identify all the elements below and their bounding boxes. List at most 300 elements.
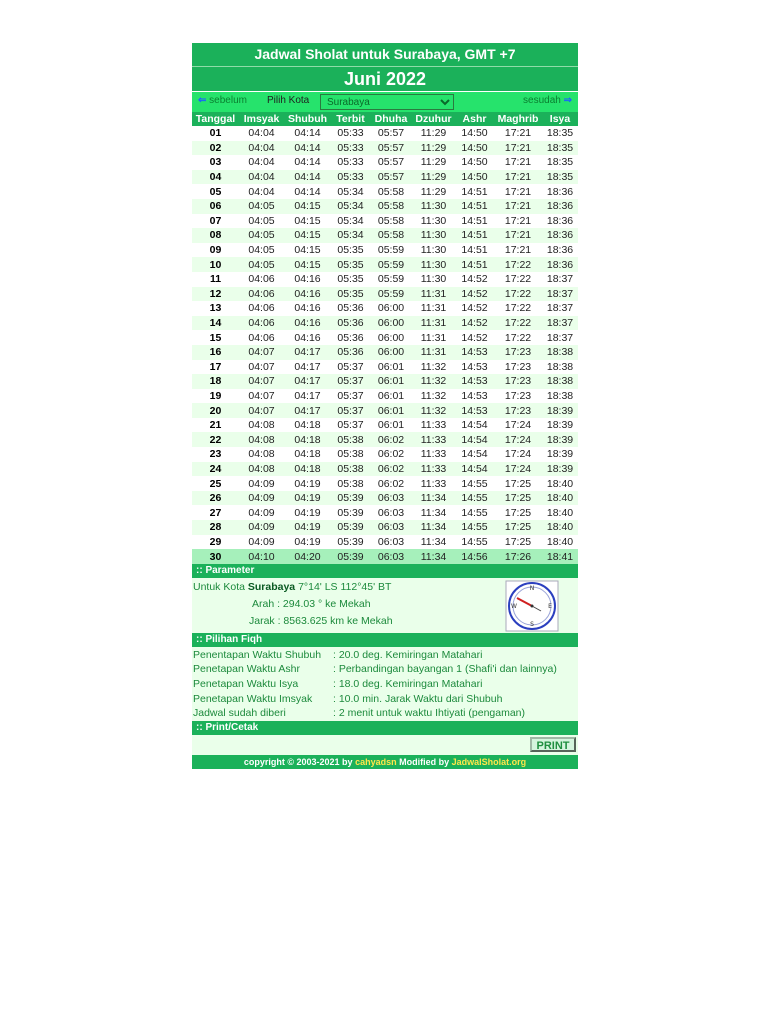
time-cell: 04:14 — [284, 184, 331, 199]
month-title: Juni 2022 — [192, 67, 578, 92]
time-cell: 18:36 — [542, 257, 578, 272]
time-cell: 17:21 — [494, 184, 542, 199]
time-cell: 14:53 — [455, 389, 494, 404]
time-cell: 17:22 — [494, 301, 542, 316]
time-cell: 11:34 — [412, 491, 455, 506]
column-header: Tanggal — [192, 112, 239, 126]
print-button[interactable]: PRINT — [530, 737, 576, 752]
time-cell: 14:53 — [455, 374, 494, 389]
time-cell: 05:37 — [331, 403, 370, 418]
city-label: Pilih Kota — [267, 95, 310, 106]
time-cell: 05:59 — [370, 243, 412, 258]
time-cell: 17:25 — [494, 505, 542, 520]
date-cell: 27 — [192, 505, 239, 520]
time-cell: 14:51 — [455, 243, 494, 258]
time-cell: 04:04 — [239, 184, 284, 199]
table-row — [192, 228, 578, 243]
parameter-section — [192, 578, 578, 633]
prev-month-link[interactable] — [198, 95, 247, 106]
time-cell: 17:21 — [494, 170, 542, 185]
fiqh-section — [192, 647, 578, 721]
time-cell: 18:37 — [542, 316, 578, 331]
table-row — [192, 462, 578, 477]
time-cell: 14:51 — [455, 214, 494, 229]
time-cell: 06:02 — [370, 432, 412, 447]
time-cell: 17:21 — [494, 155, 542, 170]
time-cell: 04:14 — [284, 141, 331, 156]
time-cell: 18:38 — [542, 360, 578, 375]
time-cell: 04:15 — [284, 228, 331, 243]
time-cell: 05:33 — [331, 155, 370, 170]
column-header: Terbit — [331, 112, 370, 126]
time-cell: 17:21 — [494, 243, 542, 258]
column-header: Ashr — [455, 112, 494, 126]
table-row — [192, 272, 578, 287]
fiqh-row — [192, 692, 578, 707]
time-cell: 05:36 — [331, 345, 370, 360]
fiqh-value: : Perbandingan bayangan 1 (Shafi'i dan lainnya) — [333, 663, 557, 676]
table-row — [192, 549, 578, 564]
date-cell: 21 — [192, 418, 239, 433]
time-cell: 05:37 — [331, 374, 370, 389]
time-cell: 04:06 — [239, 287, 284, 302]
date-cell: 05 — [192, 184, 239, 199]
time-cell: 05:34 — [331, 214, 370, 229]
time-cell: 05:35 — [331, 243, 370, 258]
time-cell: 11:34 — [412, 549, 455, 564]
time-cell: 18:36 — [542, 228, 578, 243]
fiqh-value: : 10.0 min. Jarak Waktu dari Shubuh — [333, 692, 503, 705]
time-cell: 17:26 — [494, 549, 542, 564]
date-cell: 03 — [192, 155, 239, 170]
table-row — [192, 184, 578, 199]
footer — [192, 755, 578, 769]
fiqh-value: : 2 menit untuk waktu Ihtiyati (pengaman) — [333, 707, 526, 720]
time-cell: 05:35 — [331, 287, 370, 302]
time-cell: 14:50 — [455, 170, 494, 185]
time-cell: 04:17 — [284, 374, 331, 389]
time-cell: 05:38 — [331, 432, 370, 447]
time-cell: 04:19 — [284, 535, 331, 550]
time-cell: 05:39 — [331, 549, 370, 564]
time-cell: 18:41 — [542, 549, 578, 564]
table-row — [192, 141, 578, 156]
city-coords: 7°14' LS 112°45' BT — [298, 580, 392, 593]
time-cell: 06:03 — [370, 535, 412, 550]
modified-text: Modified by — [399, 756, 450, 767]
time-cell: 05:59 — [370, 287, 412, 302]
table-row — [192, 432, 578, 447]
time-cell: 11:29 — [412, 184, 455, 199]
table-row — [192, 126, 578, 141]
time-cell: 17:21 — [494, 214, 542, 229]
time-cell: 05:39 — [331, 535, 370, 550]
time-cell: 14:53 — [455, 345, 494, 360]
time-cell: 05:35 — [331, 272, 370, 287]
fiqh-row — [192, 662, 578, 677]
table-row — [192, 170, 578, 185]
time-cell: 11:32 — [412, 374, 455, 389]
date-cell: 18 — [192, 374, 239, 389]
time-cell: 14:52 — [455, 330, 494, 345]
date-cell: 07 — [192, 214, 239, 229]
fiqh-row — [192, 706, 578, 721]
time-cell: 11:34 — [412, 520, 455, 535]
time-cell: 14:55 — [455, 535, 494, 550]
time-cell: 04:05 — [239, 243, 284, 258]
time-cell: 05:37 — [331, 418, 370, 433]
time-cell: 11:34 — [412, 505, 455, 520]
time-cell: 17:23 — [494, 345, 542, 360]
time-cell: 11:32 — [412, 360, 455, 375]
time-cell: 17:23 — [494, 403, 542, 418]
time-cell: 11:29 — [412, 155, 455, 170]
page-title: Jadwal Sholat untuk Surabaya, GMT +7 — [192, 43, 578, 67]
time-cell: 05:38 — [331, 476, 370, 491]
time-cell: 17:22 — [494, 287, 542, 302]
time-cell: 17:22 — [494, 272, 542, 287]
time-cell: 06:03 — [370, 505, 412, 520]
time-cell: 04:05 — [239, 214, 284, 229]
time-cell: 06:03 — [370, 491, 412, 506]
time-cell: 11:32 — [412, 389, 455, 404]
time-cell: 11:30 — [412, 243, 455, 258]
time-cell: 18:36 — [542, 243, 578, 258]
time-cell: 04:14 — [284, 170, 331, 185]
time-cell: 05:34 — [331, 199, 370, 214]
time-cell: 04:15 — [284, 257, 331, 272]
time-cell: 05:37 — [331, 389, 370, 404]
column-header: Dzuhur — [412, 112, 455, 126]
time-cell: 11:30 — [412, 228, 455, 243]
fiqh-key: Penetapan Waktu Isya — [193, 678, 299, 690]
time-cell: 05:59 — [370, 257, 412, 272]
time-cell: 05:58 — [370, 214, 412, 229]
time-cell: 18:40 — [542, 476, 578, 491]
time-cell: 04:18 — [284, 418, 331, 433]
time-cell: 04:19 — [284, 491, 331, 506]
time-cell: 04:19 — [284, 505, 331, 520]
column-header: Isya — [542, 112, 578, 126]
table-row — [192, 316, 578, 331]
time-cell: 17:22 — [494, 316, 542, 331]
date-cell: 28 — [192, 520, 239, 535]
site-link[interactable]: JadwalSholat.org — [451, 756, 527, 767]
time-cell: 17:24 — [494, 418, 542, 433]
qibla-direction: Arah : 294.03 ° ke Mekah — [252, 597, 371, 610]
city-select[interactable] — [320, 94, 454, 110]
time-cell: 05:58 — [370, 184, 412, 199]
time-cell: 18:35 — [542, 155, 578, 170]
time-cell: 04:04 — [239, 170, 284, 185]
date-cell: 25 — [192, 476, 239, 491]
time-cell: 18:40 — [542, 520, 578, 535]
date-cell: 10 — [192, 257, 239, 272]
time-cell: 06:00 — [370, 301, 412, 316]
time-cell: 14:55 — [455, 520, 494, 535]
author-link[interactable]: cahyadsn — [355, 756, 397, 767]
time-cell: 18:39 — [542, 462, 578, 477]
time-cell: 04:06 — [239, 272, 284, 287]
time-cell: 04:07 — [239, 389, 284, 404]
time-cell: 04:06 — [239, 301, 284, 316]
time-cell: 18:36 — [542, 184, 578, 199]
time-cell: 04:16 — [284, 316, 331, 331]
date-cell: 17 — [192, 360, 239, 375]
time-cell: 04:17 — [284, 403, 331, 418]
fiqh-value: : 20.0 deg. Kemiringan Matahari — [333, 648, 483, 661]
fiqh-row — [192, 648, 578, 663]
table-row — [192, 243, 578, 258]
time-cell: 11:29 — [412, 170, 455, 185]
date-cell: 19 — [192, 389, 239, 404]
time-cell: 17:21 — [494, 228, 542, 243]
time-cell: 04:06 — [239, 330, 284, 345]
time-cell: 04:18 — [284, 447, 331, 462]
time-cell: 11:30 — [412, 214, 455, 229]
time-cell: 04:14 — [284, 126, 331, 141]
time-cell: 05:33 — [331, 170, 370, 185]
time-cell: 06:02 — [370, 462, 412, 477]
date-cell: 26 — [192, 491, 239, 506]
time-cell: 04:05 — [239, 228, 284, 243]
time-cell: 06:00 — [370, 316, 412, 331]
time-cell: 04:09 — [239, 491, 284, 506]
table-row — [192, 214, 578, 229]
time-cell: 17:24 — [494, 462, 542, 477]
time-cell: 17:21 — [494, 141, 542, 156]
time-cell: 04:04 — [239, 155, 284, 170]
time-cell: 18:39 — [542, 418, 578, 433]
time-cell: 14:55 — [455, 491, 494, 506]
time-cell: 14:51 — [455, 228, 494, 243]
table-row — [192, 491, 578, 506]
table-row — [192, 330, 578, 345]
time-cell: 18:37 — [542, 272, 578, 287]
parameter-heading: :: Parameter — [192, 564, 578, 578]
date-cell: 06 — [192, 199, 239, 214]
print-row — [192, 735, 578, 755]
time-cell: 05:39 — [331, 491, 370, 506]
date-cell: 29 — [192, 535, 239, 550]
time-cell: 17:21 — [494, 126, 542, 141]
date-cell: 22 — [192, 432, 239, 447]
time-cell: 14:51 — [455, 184, 494, 199]
fiqh-key: Penetapan Waktu Ashr — [193, 663, 301, 676]
fiqh-key: Jadwal sudah diberi — [193, 707, 286, 720]
time-cell: 05:36 — [331, 316, 370, 331]
time-cell: 04:08 — [239, 447, 284, 462]
time-cell: 05:59 — [370, 272, 412, 287]
time-cell: 05:38 — [331, 447, 370, 462]
time-cell: 06:01 — [370, 374, 412, 389]
column-header: Imsyak — [239, 112, 284, 126]
time-cell: 18:38 — [542, 374, 578, 389]
fiqh-row — [192, 677, 578, 692]
time-cell: 06:01 — [370, 389, 412, 404]
time-cell: 17:24 — [494, 432, 542, 447]
fiqh-key: Penetapan Waktu Imsyak — [193, 692, 313, 705]
time-cell: 06:02 — [370, 476, 412, 491]
time-cell: 05:33 — [331, 141, 370, 156]
time-cell: 04:08 — [239, 462, 284, 477]
time-cell: 14:54 — [455, 432, 494, 447]
time-cell: 17:21 — [494, 199, 542, 214]
time-cell: 04:09 — [239, 520, 284, 535]
time-cell: 04:19 — [284, 520, 331, 535]
time-cell: 05:57 — [370, 155, 412, 170]
time-cell: 11:32 — [412, 403, 455, 418]
table-row — [192, 199, 578, 214]
table-row — [192, 345, 578, 360]
qibla-compass-icon — [505, 580, 559, 632]
time-cell: 18:35 — [542, 141, 578, 156]
fiqh-heading: :: Pilihan Fiqh — [192, 633, 578, 647]
time-cell: 05:57 — [370, 170, 412, 185]
time-cell: 17:24 — [494, 447, 542, 462]
time-cell: 17:25 — [494, 491, 542, 506]
time-cell: 04:16 — [284, 330, 331, 345]
time-cell: 04:14 — [284, 155, 331, 170]
time-cell: 06:01 — [370, 418, 412, 433]
prev-label: sebelum — [209, 95, 247, 106]
date-cell: 23 — [192, 447, 239, 462]
time-cell: 05:58 — [370, 228, 412, 243]
date-cell: 01 — [192, 126, 239, 141]
time-cell: 04:09 — [239, 505, 284, 520]
table-row — [192, 505, 578, 520]
time-cell: 04:07 — [239, 403, 284, 418]
svg-text:S: S — [530, 620, 534, 628]
table-row — [192, 155, 578, 170]
time-cell: 04:17 — [284, 389, 331, 404]
time-cell: 11:31 — [412, 330, 455, 345]
table-row — [192, 418, 578, 433]
table-row — [192, 374, 578, 389]
time-cell: 11:29 — [412, 141, 455, 156]
time-cell: 14:53 — [455, 403, 494, 418]
schedule-table — [192, 112, 578, 564]
time-cell: 14:55 — [455, 476, 494, 491]
time-cell: 18:38 — [542, 345, 578, 360]
time-cell: 14:50 — [455, 126, 494, 141]
table-row — [192, 403, 578, 418]
time-cell: 04:04 — [239, 141, 284, 156]
time-cell: 04:07 — [239, 360, 284, 375]
date-cell: 12 — [192, 287, 239, 302]
table-row — [192, 301, 578, 316]
table-header-row — [192, 112, 578, 126]
time-cell: 18:37 — [542, 330, 578, 345]
time-cell: 18:36 — [542, 199, 578, 214]
time-cell: 04:07 — [239, 374, 284, 389]
time-cell: 14:55 — [455, 505, 494, 520]
svg-text:W: W — [511, 602, 517, 610]
time-cell: 04:10 — [239, 549, 284, 564]
date-cell: 09 — [192, 243, 239, 258]
next-month-link[interactable] — [523, 95, 572, 106]
time-cell: 18:40 — [542, 505, 578, 520]
date-cell: 20 — [192, 403, 239, 418]
time-cell: 14:53 — [455, 360, 494, 375]
column-header: Shubuh — [284, 112, 331, 126]
time-cell: 14:54 — [455, 447, 494, 462]
svg-text:N: N — [529, 584, 535, 592]
time-cell: 05:34 — [331, 228, 370, 243]
fiqh-key: Penentapan Waktu Shubuh — [193, 648, 322, 661]
date-cell: 04 — [192, 170, 239, 185]
date-cell: 11 — [192, 272, 239, 287]
time-cell: 06:00 — [370, 345, 412, 360]
time-cell: 18:36 — [542, 214, 578, 229]
time-cell: 04:07 — [239, 345, 284, 360]
time-cell: 05:35 — [331, 257, 370, 272]
time-cell: 18:40 — [542, 491, 578, 506]
time-cell: 04:18 — [284, 432, 331, 447]
date-cell: 08 — [192, 228, 239, 243]
time-cell: 11:34 — [412, 535, 455, 550]
time-cell: 05:39 — [331, 520, 370, 535]
table-row — [192, 520, 578, 535]
time-cell: 17:23 — [494, 389, 542, 404]
time-cell: 17:25 — [494, 520, 542, 535]
city-prefix: Untuk Kota — [193, 580, 245, 593]
time-cell: 18:37 — [542, 287, 578, 302]
time-cell: 11:31 — [412, 287, 455, 302]
time-cell: 05:38 — [331, 462, 370, 477]
column-header: Dhuha — [370, 112, 412, 126]
table-row — [192, 257, 578, 272]
time-cell: 11:30 — [412, 199, 455, 214]
time-cell: 11:33 — [412, 476, 455, 491]
time-cell: 11:31 — [412, 345, 455, 360]
time-cell: 14:52 — [455, 287, 494, 302]
svg-text:E: E — [548, 602, 552, 610]
column-header: Maghrib — [494, 112, 542, 126]
time-cell: 11:33 — [412, 418, 455, 433]
time-cell: 04:16 — [284, 272, 331, 287]
time-cell: 18:39 — [542, 403, 578, 418]
date-cell: 24 — [192, 462, 239, 477]
table-row — [192, 287, 578, 302]
time-cell: 04:15 — [284, 199, 331, 214]
print-heading: :: Print/Cetak — [192, 721, 578, 735]
nav-bar — [192, 92, 578, 112]
time-cell: 04:08 — [239, 418, 284, 433]
time-cell: 11:33 — [412, 447, 455, 462]
time-cell: 18:37 — [542, 301, 578, 316]
time-cell: 05:57 — [370, 126, 412, 141]
time-cell: 11:31 — [412, 301, 455, 316]
time-cell: 14:52 — [455, 301, 494, 316]
time-cell: 18:35 — [542, 126, 578, 141]
date-cell: 13 — [192, 301, 239, 316]
mecca-distance: Jarak : 8563.625 km ke Mekah — [249, 614, 393, 627]
time-cell: 04:19 — [284, 476, 331, 491]
table-row — [192, 535, 578, 550]
time-cell: 06:03 — [370, 549, 412, 564]
table-row — [192, 447, 578, 462]
date-cell: 14 — [192, 316, 239, 331]
time-cell: 04:04 — [239, 126, 284, 141]
time-cell: 05:34 — [331, 184, 370, 199]
fiqh-value: : 18.0 deg. Kemiringan Matahari — [333, 678, 483, 690]
time-cell: 17:25 — [494, 476, 542, 491]
time-cell: 06:00 — [370, 330, 412, 345]
time-cell: 14:51 — [455, 199, 494, 214]
time-cell: 14:52 — [455, 272, 494, 287]
time-cell: 04:16 — [284, 287, 331, 302]
